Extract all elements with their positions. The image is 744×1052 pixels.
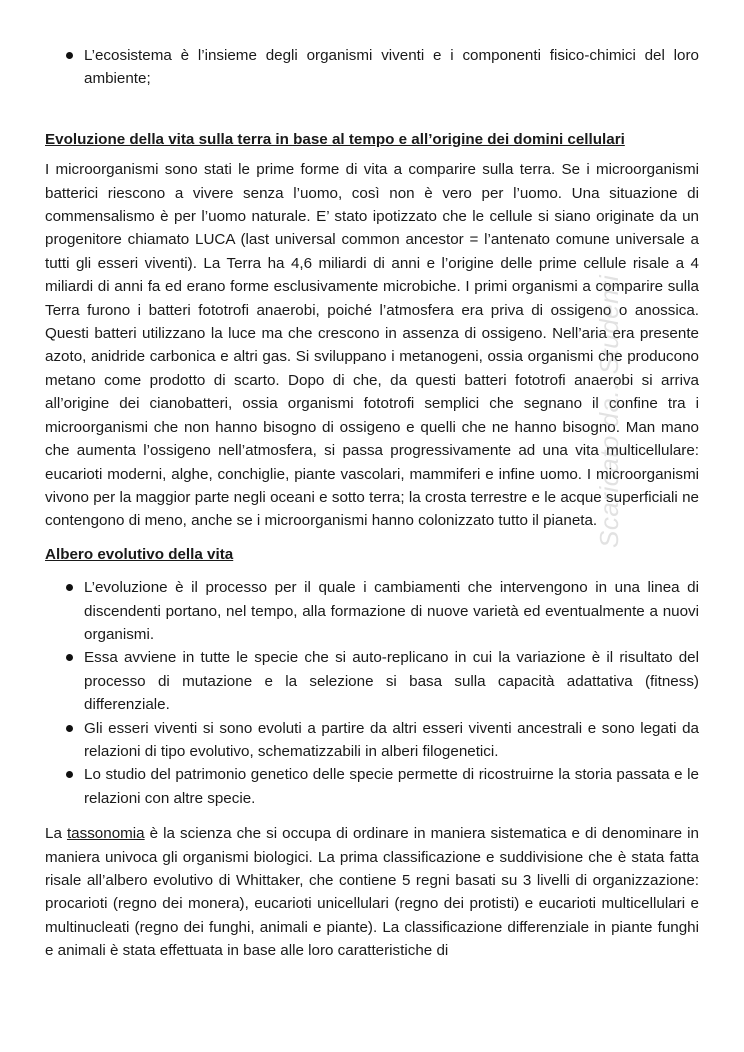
watermark-text: Scaricato da...Studenti	[594, 274, 624, 548]
list-item	[45, 576, 699, 646]
list-item	[45, 44, 699, 91]
section-heading-tree: Albero evolutivo della vita	[45, 545, 234, 563]
section-heading-evolution: Evoluzione della vita sulla terra in base al tempo e all’origine dei domini cellulari	[45, 130, 625, 148]
taxonomy-paragraph	[45, 822, 699, 962]
list-item	[45, 646, 699, 716]
bullet-text: Essa avviene in tutte le specie che si auto-replicano in cui la variazione è il risultato del processo di mutazione e la selezione si basa sulla capacità adattativa (fitness) differenziale.	[84, 649, 699, 714]
taxonomy-text: è la scienza che si occupa di ordinare in maniera sistematica e di denominare in maniera univoca gli organismi biologici. La prima classificazione e suddivisione che è stata fatta risale all’albero evolutivo di Whittaker, che contiene 5 regni basati su 3 livelli di organizzazione: procarioti (regno dei monera), eucarioti unicellulari (regno dei protisti) e eucarioti multicellulari e multinucleati (regno dei funghi, animali e piante). La classificazione differenziale in piante funghi e animali è stata effettuata in base alle loro caratteristiche di	[45, 825, 699, 960]
bullet-icon	[66, 52, 73, 59]
evolution-paragraph: I microorganismi sono stati le prime forme di vita a comparire sulla terra. Se i microorganismi batterici riescono a vivere senza l’uomo, così non è vero per l’uomo. Una situazione di commensalismo è per l’uomo naturale. E’ stato ipotizzato che le cellule si siano originate da un progenitore chiamato LUCA (last universal common ancestor = l’antenato comune universale a tutti gli esseri viventi). La Terra ha 4,6 miliardi di anni e l’origine delle prime cellule risale a 4 miliardi di anni fa ed erano forme esclusivamente microbiche. I primi organismi a comparire sulla Terra furono i batteri fototrofi anaerobi, poiché l’atmosfera era priva di ossigeno o anossica. Questi batteri utilizzano la luce ma che crescono in assenza di ossigeno. Nell’aria era presente azoto, anidride carbonica e altri gas. Si sviluppano i metanogeni, ossia organismi che producono metano come prodotto di scarto. Dopo di che, da questi batteri fototrofi anaerobi si arriva all’origine dei cianobatteri, ossia organismi fototrofi semplici che segnano il confine tra i microorganismi che non hanno bisogno di ossigeno e quelli che ne hanno bisogno. Man mano che aumenta l’ossigeno nell’atmosfera, si passa progressivamente ad una vita multicellulare: eucarioti moderni, alghe, conchiglie, piante vascolari, mammiferi e infine uomo. I microorganismi vivono per la maggior parte negli oceani e sotto terra; la crosta terrestre e le acque superficiali ne contengono di meno, anche se i microorganismi hanno colonizzato tutto il pianeta.	[45, 161, 699, 530]
list-item	[45, 717, 699, 764]
bullet-text: Lo studio del patrimonio genetico delle specie permette di ricostruirne la storia passata e le relazioni con altre specie.	[84, 766, 699, 807]
taxonomy-term: tassonomia	[66, 825, 145, 843]
bullet-text: L’evoluzione è il processo per il quale i cambiamenti che intervengono in una linea di discendenti portano, nel tempo, alla formazione di nuove varietà ed eventualmente a nuovi organismi.	[84, 579, 699, 643]
bullet-text: Gli esseri viventi si sono evoluti a partire da altri esseri viventi ancestrali e sono legati da relazioni di tipo evolutivo, schematizzabili in alberi filogenetici.	[84, 719, 699, 760]
intro-bullet-list	[45, 44, 699, 91]
bullet-icon	[66, 584, 73, 591]
list-item	[45, 763, 699, 810]
tree-bullet-list	[45, 576, 699, 810]
bullet-icon	[66, 654, 73, 661]
taxonomy-lead: La	[45, 825, 67, 843]
bullet-icon	[66, 725, 73, 732]
bullet-icon	[66, 771, 73, 778]
intro-bullet-text: L’ecosistema è l’insieme degli organismi viventi e i componenti fisico-chimici del loro ambiente;	[84, 47, 699, 88]
